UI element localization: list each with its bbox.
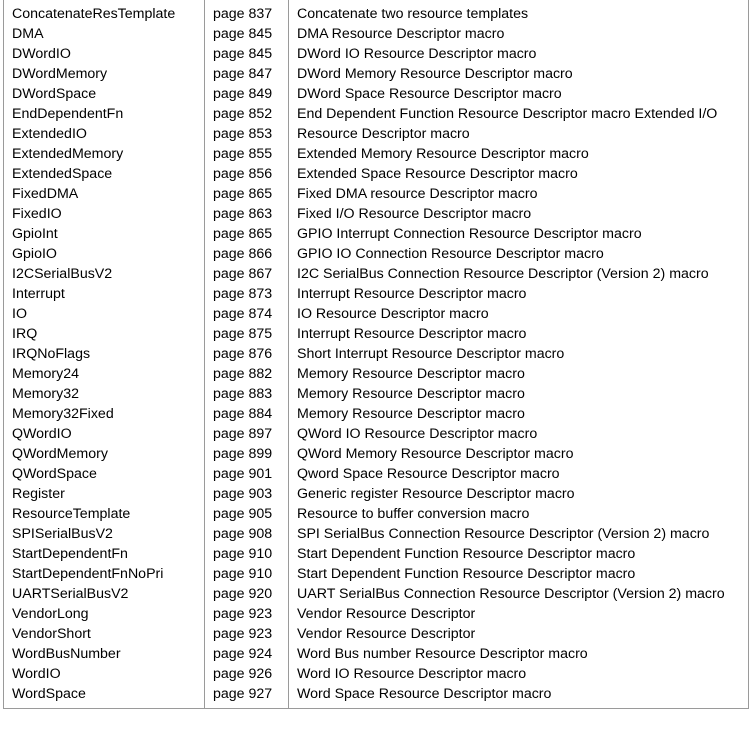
description-cell: DWord IO Resource Descriptor macro xyxy=(297,46,537,62)
description-cell: UART SerialBus Connection Resource Descriptor (Version 2) macro xyxy=(297,586,725,602)
macro-name-cell: FixedIO xyxy=(4,204,205,224)
macro-name-cell: WordBusNumber xyxy=(4,644,205,664)
table-row xyxy=(4,664,748,684)
table-row xyxy=(4,604,748,624)
description-cell: Extended Space Resource Descriptor macro xyxy=(297,166,578,182)
macro-name-cell: Memory32Fixed xyxy=(4,404,205,424)
table-row xyxy=(4,144,748,164)
macro-name-cell: DWordSpace xyxy=(4,84,205,104)
macro-name-cell: ExtendedMemory xyxy=(4,144,205,164)
description-cell: Interrupt Resource Descriptor macro xyxy=(297,286,527,302)
description-cell: SPI SerialBus Connection Resource Descriptor (Version 2) macro xyxy=(297,526,710,542)
page-reference-cell: page 853 xyxy=(205,124,289,144)
macro-name-cell: QWordIO xyxy=(4,424,205,444)
description-cell: IO Resource Descriptor macro xyxy=(297,306,489,322)
page-reference-cell: page 908 xyxy=(205,524,289,544)
macro-name-cell: Interrupt xyxy=(4,284,205,304)
page-reference-cell: page 905 xyxy=(205,504,289,524)
description-cell: GPIO Interrupt Connection Resource Descriptor macro xyxy=(297,226,642,242)
macro-name-cell: StartDependentFnNoPri xyxy=(4,564,205,584)
page-reference-cell: page 845 xyxy=(205,24,289,44)
macro-name-cell: Register xyxy=(4,484,205,504)
page-reference-cell: page 856 xyxy=(205,164,289,184)
page-reference-cell: page 884 xyxy=(205,404,289,424)
page-reference-cell: page 873 xyxy=(205,284,289,304)
page-reference-cell: page 923 xyxy=(205,604,289,624)
description-cell: Generic register Resource Descriptor macro xyxy=(297,486,575,502)
description-cell: Fixed I/O Resource Descriptor macro xyxy=(297,206,532,222)
table-row xyxy=(4,484,748,504)
page-reference-cell: page 899 xyxy=(205,444,289,464)
page-reference-cell: page 920 xyxy=(205,584,289,604)
table-row xyxy=(4,164,748,184)
table-row xyxy=(4,44,748,64)
description-cell: Word IO Resource Descriptor macro xyxy=(297,666,527,682)
macro-name-cell: WordIO xyxy=(4,664,205,684)
table-row xyxy=(4,264,748,284)
table-row xyxy=(4,124,748,144)
table-row xyxy=(4,464,748,484)
description-cell: Concatenate two resource templates xyxy=(297,6,529,22)
macro-name-cell: I2CSerialBusV2 xyxy=(4,264,205,284)
table-row xyxy=(4,624,748,644)
table-row xyxy=(4,0,748,24)
page-reference-cell: page 910 xyxy=(205,544,289,564)
page-reference-cell: page 866 xyxy=(205,244,289,264)
page-reference-cell: page 903 xyxy=(205,484,289,504)
description-cell: Vendor Resource Descriptor xyxy=(297,626,476,642)
page-reference-cell: page 837 xyxy=(205,0,289,24)
page-reference-cell: page 924 xyxy=(205,644,289,664)
table-row xyxy=(4,564,748,584)
description-cell: Start Dependent Function Resource Descriptor macro xyxy=(297,566,636,582)
description-cell: Word Space Resource Descriptor macro xyxy=(297,686,552,702)
macro-name-cell: GpioInt xyxy=(4,224,205,244)
table-row xyxy=(4,224,748,244)
macro-name-cell: GpioIO xyxy=(4,244,205,264)
macro-name-cell: Memory32 xyxy=(4,384,205,404)
description-cell: DWord Memory Resource Descriptor macro xyxy=(297,66,573,82)
table-row xyxy=(4,304,748,324)
table-row xyxy=(4,244,748,264)
page-reference-cell: page 852 xyxy=(205,104,289,124)
macro-name-cell: Memory24 xyxy=(4,364,205,384)
table-row xyxy=(4,344,748,364)
page-reference-cell: page 927 xyxy=(205,684,289,708)
description-cell: Vendor Resource Descriptor xyxy=(297,606,476,622)
description-cell: Resource to buffer conversion macro xyxy=(297,506,530,522)
table-row xyxy=(4,524,748,544)
page-reference-cell: page 875 xyxy=(205,324,289,344)
macro-name-cell: QWordMemory xyxy=(4,444,205,464)
macro-name-cell: IO xyxy=(4,304,205,324)
macro-name-cell: IRQ xyxy=(4,324,205,344)
description-cell: Start Dependent Function Resource Descriptor macro xyxy=(297,546,636,562)
description-cell: Resource Descriptor macro xyxy=(297,126,470,142)
macro-name-cell: SPISerialBusV2 xyxy=(4,524,205,544)
macro-name-cell: VendorLong xyxy=(4,604,205,624)
table-row xyxy=(4,64,748,84)
table-row xyxy=(4,284,748,304)
table-row xyxy=(4,184,748,204)
page-reference-cell: page 883 xyxy=(205,384,289,404)
macro-name-cell: StartDependentFn xyxy=(4,544,205,564)
table-row xyxy=(4,584,748,604)
table-row xyxy=(4,384,748,404)
macro-name-cell: ConcatenateResTemplate xyxy=(4,0,205,24)
page-reference-cell: page 901 xyxy=(205,464,289,484)
page-reference-cell: page 874 xyxy=(205,304,289,324)
macro-name-cell: ResourceTemplate xyxy=(4,504,205,524)
macro-name-cell: UARTSerialBusV2 xyxy=(4,584,205,604)
table-row xyxy=(4,204,748,224)
description-cell: Memory Resource Descriptor macro xyxy=(297,406,525,422)
table-row xyxy=(4,684,748,708)
page-reference-cell: page 876 xyxy=(205,344,289,364)
table-row xyxy=(4,544,748,564)
resource-descriptor-table xyxy=(3,0,749,709)
macro-name-cell: DWordIO xyxy=(4,44,205,64)
page-reference-cell: page 845 xyxy=(205,44,289,64)
page-reference-cell: page 855 xyxy=(205,144,289,164)
table-row xyxy=(4,324,748,344)
macro-name-cell: VendorShort xyxy=(4,624,205,644)
page-reference-cell: page 863 xyxy=(205,204,289,224)
page-reference-cell: page 910 xyxy=(205,564,289,584)
macro-name-cell: DMA xyxy=(4,24,205,44)
table-row xyxy=(4,24,748,44)
description-cell: I2C SerialBus Connection Resource Descriptor (Version 2) macro xyxy=(297,266,709,282)
description-cell: GPIO IO Connection Resource Descriptor macro xyxy=(297,246,604,262)
table-row xyxy=(4,404,748,424)
macro-name-cell: FixedDMA xyxy=(4,184,205,204)
table-row xyxy=(4,444,748,464)
macro-name-cell: QWordSpace xyxy=(4,464,205,484)
page-reference-cell: page 923 xyxy=(205,624,289,644)
description-cell: Fixed DMA resource Descriptor macro xyxy=(297,186,538,202)
description-cell: Interrupt Resource Descriptor macro xyxy=(297,326,527,342)
page-reference-cell: page 847 xyxy=(205,64,289,84)
description-cell: Short Interrupt Resource Descriptor macro xyxy=(297,346,565,362)
description-cell: Word Bus number Resource Descriptor macro xyxy=(297,646,588,662)
page-reference-cell: page 867 xyxy=(205,264,289,284)
description-cell: QWord Memory Resource Descriptor macro xyxy=(297,446,574,462)
table-row xyxy=(4,84,748,104)
description-cell: DWord Space Resource Descriptor macro xyxy=(297,86,562,102)
macro-name-cell: ExtendedSpace xyxy=(4,164,205,184)
macro-name-cell: EndDependentFn xyxy=(4,104,205,124)
page-reference-cell: page 926 xyxy=(205,664,289,684)
page-reference-cell: page 865 xyxy=(205,224,289,244)
page-reference-cell: page 897 xyxy=(205,424,289,444)
description-cell: QWord IO Resource Descriptor macro xyxy=(297,426,538,442)
page-reference-cell: page 849 xyxy=(205,84,289,104)
description-cell: Memory Resource Descriptor macro xyxy=(297,386,525,402)
macro-name-cell: IRQNoFlags xyxy=(4,344,205,364)
description-cell: Memory Resource Descriptor macro xyxy=(297,366,525,382)
description-cell: DMA Resource Descriptor macro xyxy=(297,26,505,42)
macro-name-cell: DWordMemory xyxy=(4,64,205,84)
macro-name-cell: WordSpace xyxy=(4,684,205,708)
table-row xyxy=(4,364,748,384)
table-row xyxy=(4,104,748,124)
table-body xyxy=(4,0,748,708)
table-row xyxy=(4,644,748,664)
description-cell: Extended Memory Resource Descriptor macro xyxy=(297,146,589,162)
description-cell: End Dependent Function Resource Descriptor macro Extended I/O xyxy=(297,106,718,122)
table-row xyxy=(4,504,748,524)
description-cell: Qword Space Resource Descriptor macro xyxy=(297,466,560,482)
table-row xyxy=(4,424,748,444)
page-reference-cell: page 882 xyxy=(205,364,289,384)
macro-name-cell: ExtendedIO xyxy=(4,124,205,144)
page-reference-cell: page 865 xyxy=(205,184,289,204)
